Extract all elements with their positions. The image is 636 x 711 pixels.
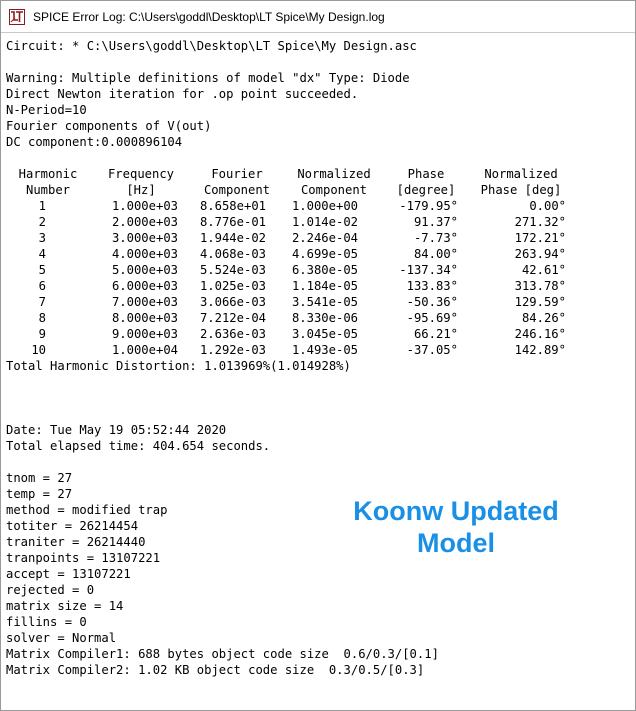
- cell-harmonic-number: 1: [38, 199, 46, 213]
- cell-normalized-component: 1.000e+00: [291, 199, 358, 213]
- stat-line: matrix size = 14: [6, 599, 124, 613]
- table-row: [6, 262, 576, 278]
- header-normalized-phase: Normalized: [484, 167, 558, 181]
- cell-fourier-component: 1.944e-02: [199, 231, 266, 245]
- cell-harmonic-number: 4: [38, 247, 46, 261]
- cell-phase: -50.36°: [406, 295, 458, 309]
- fourier-title-line: Fourier components of V(out): [6, 119, 212, 133]
- dc-component-line: DC component:0.000896104: [6, 135, 183, 149]
- fourier-table-header-1: [6, 166, 576, 182]
- cell-frequency: 9.000e+03: [111, 327, 178, 341]
- header-component-normalized: Component: [300, 183, 368, 197]
- cell-frequency: 4.000e+03: [111, 247, 178, 261]
- blank-line: [6, 150, 576, 166]
- cell-fourier-component: 5.524e-03: [199, 263, 266, 277]
- cell-normalized-phase: 142.89°: [514, 343, 566, 357]
- stat-line: Matrix Compiler2: 1.02 KB object code size 0.3/0.5/[0.3]: [6, 663, 425, 677]
- header-normalized: Normalized: [297, 167, 371, 181]
- cell-harmonic-number: 2: [38, 215, 46, 229]
- cell-frequency: 5.000e+03: [111, 263, 178, 277]
- title-bar[interactable]: [1, 1, 635, 32]
- cell-phase: 66.21°: [413, 327, 458, 341]
- cell-normalized-component: 3.045e-05: [291, 327, 358, 341]
- header-phase: Phase: [407, 167, 445, 181]
- cell-normalized-component: 1.493e-05: [291, 343, 358, 357]
- overlay-line-1: Koonw Updated: [353, 496, 559, 526]
- cell-phase: -179.95°: [399, 199, 458, 213]
- cell-harmonic-number: 9: [38, 327, 46, 341]
- cell-phase: 133.83°: [406, 279, 458, 293]
- blank-line: [6, 454, 576, 470]
- cell-frequency: 2.000e+03: [111, 215, 178, 229]
- cell-normalized-component: 8.330e-06: [291, 311, 358, 325]
- cell-phase: 91.37°: [413, 215, 458, 229]
- cell-fourier-component: 8.658e+01: [199, 199, 266, 213]
- ltspice-app-icon: [9, 9, 25, 25]
- cell-phase: 84.00°: [413, 247, 458, 261]
- cell-frequency: 7.000e+03: [111, 295, 178, 309]
- cell-phase: -37.05°: [406, 343, 458, 357]
- log-body: [6, 38, 576, 678]
- stat-line: solver = Normal: [6, 631, 117, 645]
- nperiod-line: N-Period=10: [6, 103, 87, 117]
- stat-line: tranpoints = 13107221: [6, 551, 161, 565]
- cell-phase: -95.69°: [406, 311, 458, 325]
- cell-frequency: 6.000e+03: [111, 279, 178, 293]
- cell-normalized-phase: 0.00°: [529, 199, 566, 213]
- cell-normalized-phase: 263.94°: [514, 247, 566, 261]
- cell-frequency: 1.000e+03: [111, 199, 178, 213]
- header-phase-deg: Phase [deg]: [480, 183, 562, 197]
- blank-line: [6, 54, 576, 70]
- circuit-line: Circuit: * C:\Users\goddl\Desktop\LT Spice\My Design.asc: [6, 39, 417, 53]
- cell-fourier-component: 3.066e-03: [199, 295, 266, 309]
- table-row: [6, 230, 576, 246]
- stat-line: tnom = 27: [6, 471, 73, 485]
- cell-normalized-component: 6.380e-05: [291, 263, 358, 277]
- cell-normalized-phase: 246.16°: [514, 327, 566, 341]
- cell-harmonic-number: 6: [38, 279, 46, 293]
- cell-frequency: 1.000e+04: [111, 343, 178, 357]
- table-row: [6, 310, 576, 326]
- table-row: [6, 294, 576, 310]
- table-row: [6, 214, 576, 230]
- cell-phase: -137.34°: [399, 263, 458, 277]
- cell-normalized-component: 4.699e-05: [291, 247, 358, 261]
- cell-frequency: 3.000e+03: [111, 231, 178, 245]
- cell-harmonic-number: 5: [38, 263, 46, 277]
- date-line: Date: Tue May 19 05:52:44 2020: [6, 423, 227, 437]
- cell-normalized-phase: 42.61°: [521, 263, 566, 277]
- cell-phase: -7.73°: [413, 231, 458, 245]
- table-row: [6, 198, 576, 214]
- stat-line: temp = 27: [6, 487, 73, 501]
- cell-fourier-component: 7.212e-04: [199, 311, 266, 325]
- cell-normalized-phase: 129.59°: [514, 295, 566, 309]
- header-hz: [Hz]: [126, 183, 156, 197]
- header-number: Number: [25, 183, 71, 197]
- cell-normalized-phase: 172.21°: [514, 231, 566, 245]
- header-frequency: Frequency: [107, 167, 175, 181]
- cell-fourier-component: 2.636e-03: [199, 327, 266, 341]
- stat-line: traniter = 26214440: [6, 535, 146, 549]
- overlay-annotation: [336, 495, 576, 559]
- stat-line: totiter = 26214454: [6, 519, 139, 533]
- blank-line: [6, 406, 576, 422]
- cell-normalized-phase: 271.32°: [514, 215, 566, 229]
- table-row: [6, 246, 576, 262]
- blank-line: [6, 390, 576, 406]
- stat-line: fillins = 0: [6, 615, 87, 629]
- cell-normalized-phase: 313.78°: [514, 279, 566, 293]
- table-row: [6, 326, 576, 342]
- header-degree: [degree]: [396, 183, 456, 197]
- stat-line: rejected = 0: [6, 583, 95, 597]
- cell-harmonic-number: 8: [38, 311, 46, 325]
- thd-line: Total Harmonic Distortion: 1.013969%(1.014928%): [6, 359, 351, 373]
- overlay-line-2: Model: [417, 528, 495, 558]
- stat-line: accept = 13107221: [6, 567, 131, 581]
- cell-fourier-component: 1.025e-03: [199, 279, 266, 293]
- elapsed-line: Total elapsed time: 404.654 seconds.: [6, 439, 271, 453]
- warning-line: Warning: Multiple definitions of model "dx" Type: Diode: [6, 71, 410, 85]
- table-row: [6, 342, 576, 358]
- newton-line: Direct Newton iteration for .op point succeeded.: [6, 87, 359, 101]
- fourier-table-rows: [6, 198, 576, 358]
- cell-fourier-component: 1.292e-03: [199, 343, 266, 357]
- cell-normalized-component: 2.246e-04: [291, 231, 358, 245]
- cell-harmonic-number: 10: [31, 343, 46, 357]
- cell-frequency: 8.000e+03: [111, 311, 178, 325]
- cell-fourier-component: 4.068e-03: [199, 247, 266, 261]
- cell-fourier-component: 8.776e-01: [199, 215, 266, 229]
- header-fourier: Fourier: [211, 167, 263, 181]
- cell-harmonic-number: 3: [38, 231, 46, 245]
- cell-harmonic-number: 7: [38, 295, 46, 309]
- fourier-table-header-2: [6, 182, 576, 198]
- blank-line: [6, 374, 576, 390]
- window-title: SPICE Error Log: C:\Users\goddl\Desktop\LT Spice\My Design.log: [33, 9, 385, 24]
- table-row: [6, 278, 576, 294]
- cell-normalized-phase: 84.26°: [521, 311, 566, 325]
- stat-line: method = modified trap: [6, 503, 168, 517]
- cell-normalized-component: 3.541e-05: [291, 295, 358, 309]
- header-harmonic: Harmonic: [18, 167, 78, 181]
- stat-line: Matrix Compiler1: 688 bytes object code size 0.6/0.3/[0.1]: [6, 647, 439, 661]
- cell-normalized-component: 1.014e-02: [291, 215, 358, 229]
- header-component: Component: [203, 183, 271, 197]
- cell-normalized-component: 1.184e-05: [291, 279, 358, 293]
- log-text-area[interactable]: [1, 32, 635, 711]
